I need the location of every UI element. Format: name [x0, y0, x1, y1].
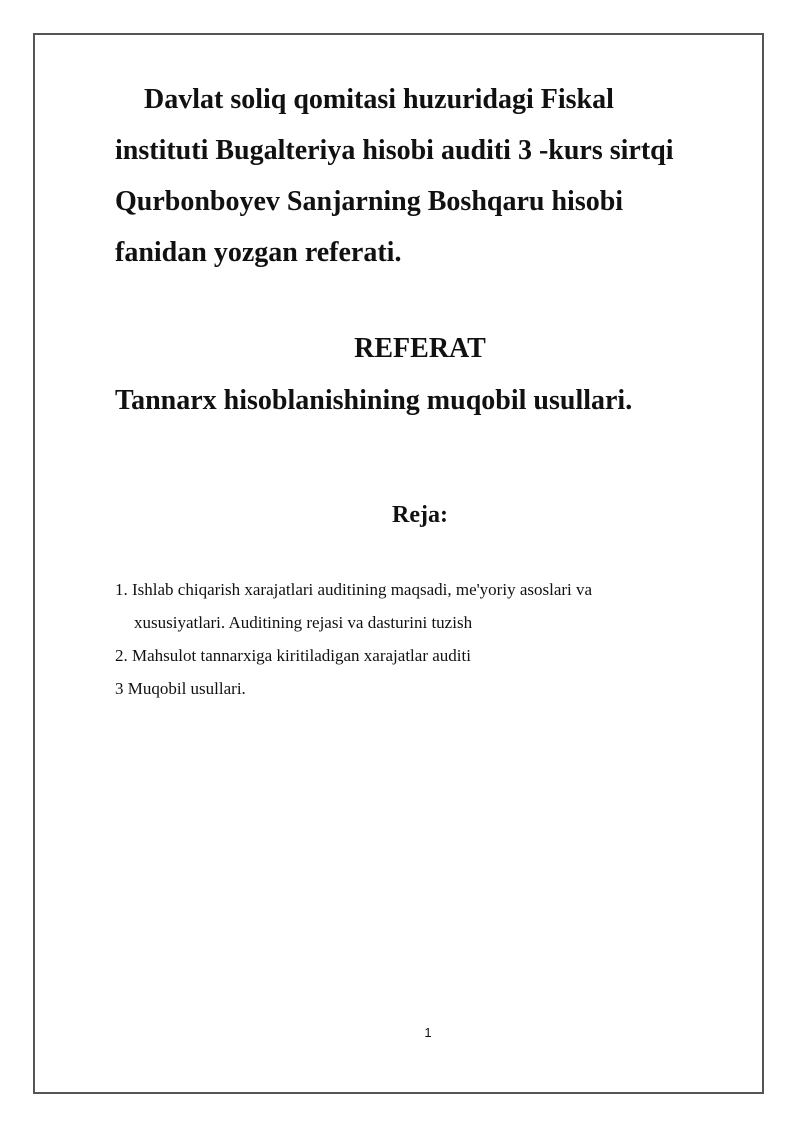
- plan-item-line: 3 Muqobil usullari.: [115, 679, 246, 698]
- referat-title: REFERAT: [354, 333, 486, 364]
- plan-list: [115, 573, 715, 705]
- intro-line: fanidan yozgan referati.: [115, 237, 402, 268]
- plan-item: [115, 639, 715, 672]
- plan-item: [115, 573, 715, 639]
- plan-item-line: 1. Ishlab chiqarish xarajatlari auditining maqsadi, me'yoriy asoslari va: [115, 580, 593, 599]
- plan-heading: Reja:: [392, 502, 448, 528]
- intro-paragraph: [115, 74, 735, 278]
- intro-line: Qurbonboyev Sanjarning Boshqaru hisobi: [115, 186, 624, 217]
- intro-line: instituti Bugalteriya hisobi auditi 3 -kurs sirtqi: [115, 135, 674, 166]
- plan-item-continuation: xususiyatlari. Auditining rejasi va dasturini tuzish: [134, 613, 473, 632]
- plan-item: [115, 672, 715, 705]
- page-number: 1: [424, 1025, 432, 1040]
- topic-title: Tannarx hisoblanishining muqobil usullari.: [115, 385, 633, 416]
- intro-line: Davlat soliq qomitasi huzuridagi Fiskal: [144, 84, 614, 115]
- plan-item-line: 2. Mahsulot tannarxiga kiritiladigan xarajatlar auditi: [115, 646, 471, 665]
